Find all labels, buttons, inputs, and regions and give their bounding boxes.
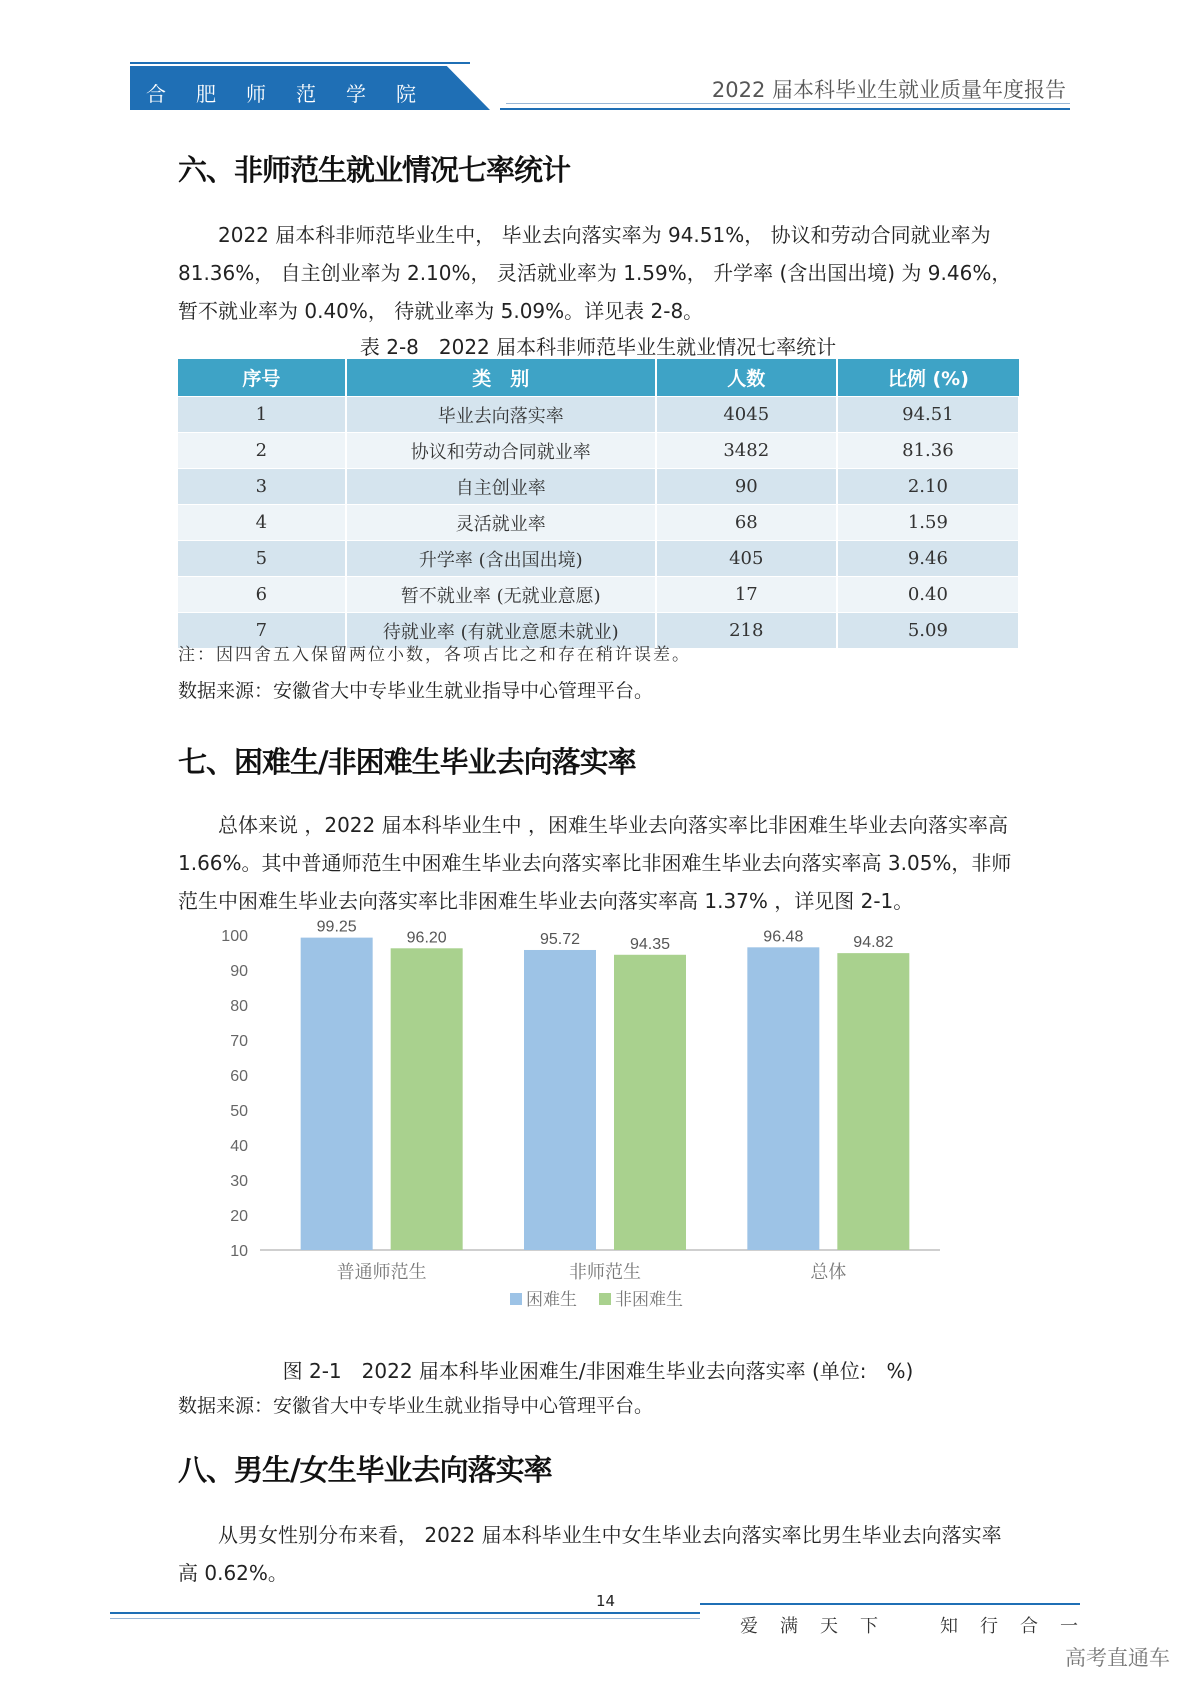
cell-category: 毕业去向落实率 (346, 397, 656, 433)
bar (391, 948, 463, 1250)
table-row (178, 541, 1019, 577)
header-school-name: 合肥师范学院 (146, 82, 446, 106)
col-header-count: 人数 (656, 359, 837, 397)
page-number: 14 (596, 1592, 616, 1610)
bar (524, 950, 596, 1250)
section6-title: 六、非师范生就业情况七率统计 (178, 153, 571, 187)
cell-ratio: 94.51 (837, 397, 1019, 433)
cell-count: 17 (656, 577, 837, 613)
cell-index: 6 (178, 577, 346, 613)
y-tick-label: 90 (230, 963, 248, 980)
bar-value-label: 96.48 (763, 928, 804, 946)
cell-category: 待就业率 (有就业意愿未就业) (346, 613, 656, 649)
col-header-ratio: 比例 (%) (837, 359, 1019, 397)
cell-ratio: 81.36 (837, 433, 1019, 469)
y-tick-label: 80 (230, 998, 248, 1015)
header-top-line (130, 62, 470, 64)
y-tick-label: 60 (230, 1068, 248, 1085)
bar (837, 953, 909, 1250)
col-header-category: 类 别 (346, 359, 656, 397)
x-tick-label: 普通师范生 (336, 1262, 427, 1283)
bar-value-label: 94.35 (629, 935, 671, 953)
section7-paragraph: 总体来说 ，2022 届本科毕业生中 ，困难生毕业去向落实率比非困难生毕业去向落实率高 1.66%。其中普通师范生中困难生毕业去向落实率比非困难生毕业去向落实率高 3.05%，非师范生中困难生毕业去向落实率比非困难生毕业去向落实率高 1.37% ，详见图 2-1。 (178, 813, 1012, 913)
cell-ratio: 1.59 (837, 505, 1019, 541)
section6-source: 数据来源：安徽省大中专毕业生就业指导中心管理平台。 (178, 680, 654, 702)
cell-count: 4045 (656, 397, 837, 433)
bar (747, 947, 819, 1250)
table-row (178, 433, 1019, 469)
y-tick-label: 10 (230, 1243, 248, 1260)
cell-count: 68 (656, 505, 837, 541)
section6-paragraph: 2022 届本科非师范毕业生中， 毕业去向落实率为 94.51%， 协议和劳动合同就业率为 81.36%， 自主创业率为 2.10%， 灵活就业率为 1.59%， 升学率 (含出国出境) 为 9.46%，暂不就业率为 0.40%， 待就业率为 5.09%。详见表 2-8。 (178, 223, 1012, 323)
footer-motto: 爱满天下 知行合一 (740, 1616, 1100, 1637)
watermark-text: 高考直通车 (1065, 1646, 1170, 1670)
bar (614, 955, 686, 1250)
employment-rate-table (178, 359, 1020, 648)
section7-source: 数据来源：安徽省大中专毕业生就业指导中心管理平台。 (178, 1395, 654, 1417)
cell-ratio: 9.46 (837, 541, 1019, 577)
cell-category: 协议和劳动合同就业率 (346, 433, 656, 469)
legend-swatch (510, 1293, 522, 1305)
cell-index: 7 (178, 613, 346, 649)
bar-value-label: 95.72 (539, 930, 581, 948)
col-header-index: 序号 (178, 359, 346, 397)
table-row (178, 469, 1019, 505)
cell-index: 4 (178, 505, 346, 541)
cell-index: 5 (178, 541, 346, 577)
x-tick-label: 总体 (810, 1262, 847, 1283)
cell-ratio: 5.09 (837, 613, 1019, 649)
cell-index: 1 (178, 397, 346, 433)
cell-count: 90 (656, 469, 837, 505)
legend-label: 困难生 (526, 1290, 577, 1310)
footer-thin-line (110, 1618, 700, 1619)
cell-ratio: 0.40 (837, 577, 1019, 613)
cell-count: 3482 (656, 433, 837, 469)
legend-swatch (599, 1293, 611, 1305)
cell-index: 2 (178, 433, 346, 469)
y-tick-label: 50 (230, 1103, 248, 1120)
table-header-row (178, 359, 1019, 397)
y-tick-label: 100 (221, 928, 248, 945)
table-note: 注：因四舍五入保留两位小数，各项占比之和存在稍许误差。 (178, 645, 691, 665)
table-row (178, 505, 1019, 541)
cell-category: 暂不就业率 (无就业意愿) (346, 577, 656, 613)
legend-label: 非困难生 (615, 1290, 683, 1310)
header-bottom-line (500, 108, 1070, 110)
cell-index: 3 (178, 469, 346, 505)
footer-right-line (700, 1603, 1080, 1605)
table-caption: 表 2-8 2022 届本科非师范毕业生就业情况七率统计 (359, 335, 837, 359)
section8-paragraph: 从男女性别分布来看， 2022 届本科毕业生中女生毕业去向落实率比男生毕业去向落实率高 0.62%。 (178, 1523, 1002, 1585)
header-thin-line (506, 103, 1070, 104)
cell-category: 自主创业率 (346, 469, 656, 505)
footer-line (110, 1612, 700, 1614)
figure-caption: 图 2-1 2022 届本科毕业困难生/非困难生毕业去向落实率 (单位: %) (282, 1359, 914, 1383)
bar-value-label: 99.25 (316, 918, 357, 936)
cell-count: 405 (656, 541, 837, 577)
y-tick-label: 30 (230, 1173, 248, 1190)
table-row (178, 577, 1019, 613)
y-tick-label: 70 (230, 1033, 248, 1050)
table-row (178, 397, 1019, 433)
cell-count: 218 (656, 613, 837, 649)
header-report-title: 2022 届本科毕业生就业质量年度报告 (711, 78, 1066, 102)
bar (301, 938, 373, 1250)
x-tick-label: 非师范生 (569, 1262, 641, 1283)
cell-category: 升学率 (含出国出境) (346, 541, 656, 577)
cell-ratio: 2.10 (837, 469, 1019, 505)
bar-value-label: 94.82 (853, 934, 894, 952)
bar-value-label: 96.20 (406, 929, 447, 947)
difficulty-status-bar-chart (220, 915, 960, 1325)
y-tick-label: 20 (230, 1208, 248, 1225)
y-tick-label: 40 (230, 1138, 248, 1155)
section8-title: 八、男生/女生毕业去向落实率 (178, 1453, 552, 1487)
section7-title: 七、困难生/非困难生毕业去向落实率 (178, 745, 636, 779)
cell-category: 灵活就业率 (346, 505, 656, 541)
